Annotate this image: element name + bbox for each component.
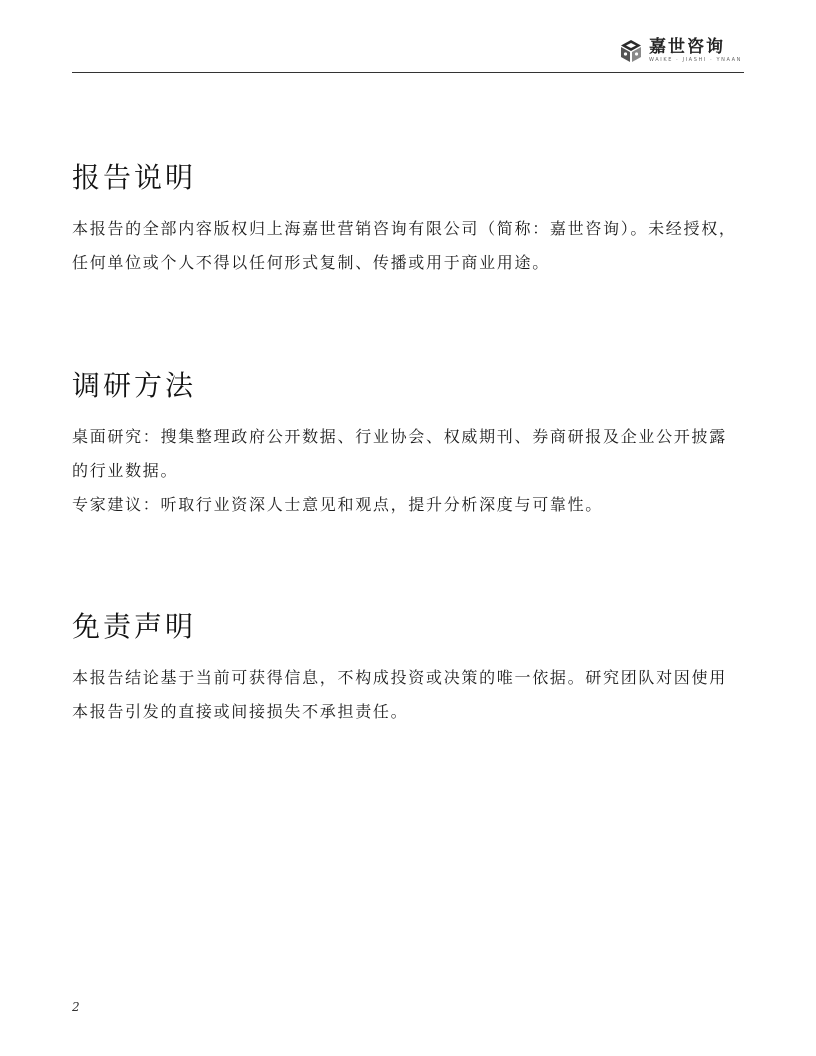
section-title: 免责声明 xyxy=(72,610,197,643)
logo-name: 嘉世咨询 xyxy=(648,37,725,57)
section-paragraph: 专家建议：听取行业资深人士意见和观点，提升分析深度与可靠性。 xyxy=(72,495,604,514)
company-logo xyxy=(619,36,742,66)
section-title: 报告说明 xyxy=(72,161,197,194)
section-report-statement xyxy=(72,158,744,280)
page-header xyxy=(72,30,744,73)
logo-subtitle: WAIKE · JIASHI · YNAAN xyxy=(648,57,742,63)
section-paragraph: 本报告的全部内容版权归上海嘉世营销咨询有限公司（简称：嘉世咨询）。未经授权，任何单位或个人不得以任何形式复制、传播或用于商业用途。 xyxy=(72,219,737,272)
diamond-cube-logo-icon xyxy=(619,39,643,63)
section-paragraph: 桌面研究：搜集整理政府公开数据、行业协会、权威期刊、券商研报及企业公开披露的行业数据。 xyxy=(72,427,727,480)
section-disclaimer xyxy=(72,607,744,729)
section-title: 调研方法 xyxy=(72,369,197,402)
section-paragraph: 本报告结论基于当前可获得信息，不构成投资或决策的唯一依据。研究团队对因使用本报告引发的直接或间接损失不承担责任。 xyxy=(72,668,727,721)
section-research-method xyxy=(72,366,744,522)
page-number: 2 xyxy=(72,1000,80,1014)
